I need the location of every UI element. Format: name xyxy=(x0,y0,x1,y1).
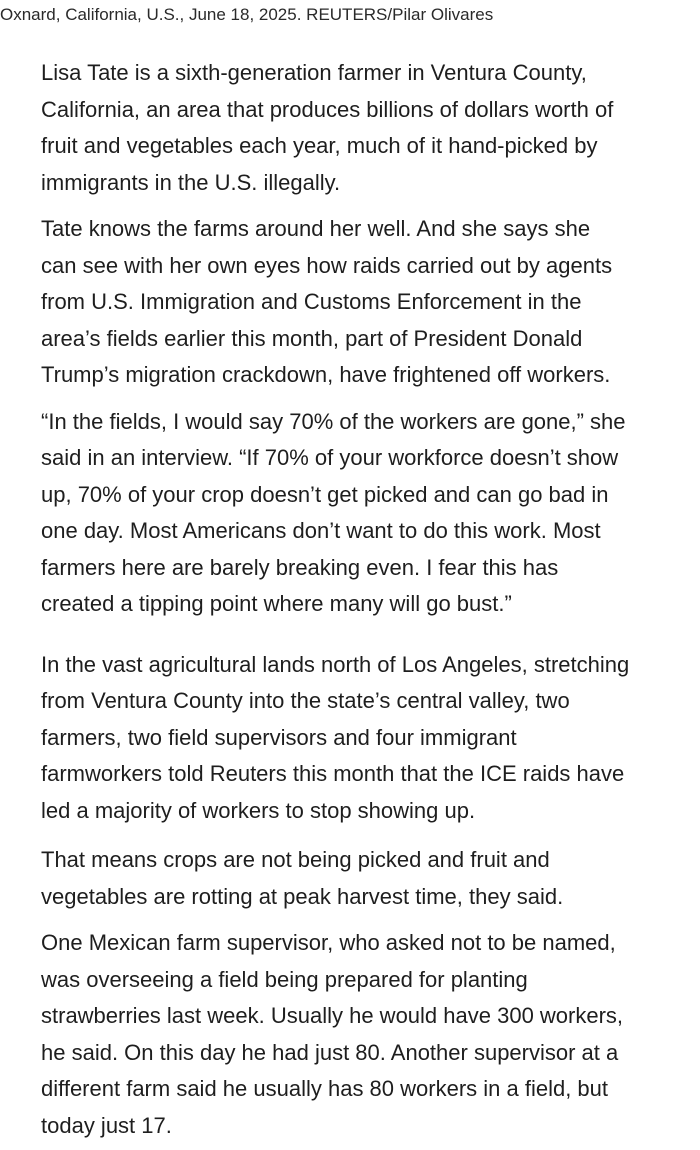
article-paragraph: In the vast agricultural lands north of Los Angeles, stretching from Ventura County into the state’s central valley, two farmers, two field supervisors and four immigrant farmworkers told Reuters this month that the ICE raids have led a majority of workers to stop showing up. xyxy=(41,651,630,823)
article-paragraph: “In the fields, I would say 70% of the workers are gone,” she said in an interview. “If 70% of your workforce doesn’t show up, 70% of your crop doesn’t get picked and can go bad in one day. Most Americans don’t want to do this work. Most farmers here are barely breaking even. I fear this has created a tipping point where many will go bust.” xyxy=(41,408,626,616)
article-paragraph: That means crops are not being picked and fruit and vegetables are rotting at peak harvest time, they said. xyxy=(41,847,564,909)
article-paragraph: Lisa Tate is a sixth-generation farmer in Ventura County, California, an area that produces billions of dollars worth of fruit and vegetables each year, much of it hand-picked by immigrants in the U.S. illegally. xyxy=(41,60,614,195)
article-body xyxy=(41,55,693,1144)
article-paragraph: Tate knows the farms around her well. And she says she can see with her own eyes how raids carried out by agents from U.S. Immigration and Customs Enforcement in the area’s fields earlier this month, part of President Donald Trump’s migration crackdown, have frightened off workers. xyxy=(41,216,613,387)
article-paragraph: One Mexican farm supervisor, who asked not to be named, was overseeing a field being prepared for planting strawberries last week. Usually he would have 300 workers, he said. On this day he had just 80. Another supervisor at a different farm said he usually has 80 workers in a field, but today just 17. xyxy=(41,930,624,1138)
photo-caption: Oxnard, California, U.S., June 18, 2025. REUTERS/Pilar Olivares xyxy=(0,5,494,24)
